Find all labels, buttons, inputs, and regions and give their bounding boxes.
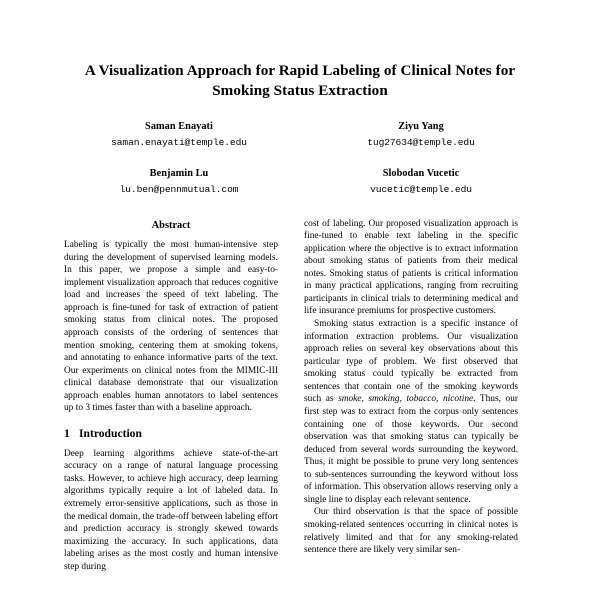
left-column: [64, 218, 278, 574]
observations-text-part-2: . Thus, our first step was to extract from the corpus only sentences containing one of those keywords. Our second observation was that smoking status can typically be deduced from several words surrounding the keyword. Thus, it might be possible to prune very long sentences to sub-sentences surrounding the keyword without loss of information. This observation allows reserving only a single line to display each relevant sentence.: [304, 394, 518, 505]
author-entry: [58, 167, 300, 197]
observations-text-part-1: Smoking status extraction is a specific instance of information extraction problems. Our visualization approach relies on several key observations about this particular type of problem. We first observed that smoking status could typically be extracted from sentences that contain one of the smoking keywords such as: [304, 319, 518, 405]
abstract-heading: Abstract: [151, 219, 191, 231]
author-name: Slobodan Vucetic: [382, 167, 460, 179]
introduction-paragraph: Deep learning algorithms achieve state-of-the-art accuracy on a range of natural language processing tasks. However, to achieve high accuracy, deep learning algorithms typically require a lot of labeled data. In extremely error-sensitive applications, such as those in the medical domain, the trade-off between labeling effort and prediction accuracy is strongly skewed towards maximizing the accuracy. In such applications, data labeling arises as the most costly and human intensive step during: [64, 448, 279, 572]
author-email[interactable]: saman.enayati@temple.edu: [111, 137, 247, 149]
author-entry: [58, 120, 300, 150]
abstract-section: [64, 220, 278, 415]
two-column-body: [0, 218, 600, 574]
right-column: [304, 218, 518, 557]
right-paragraph-third-observation: Our third observation is that the space of possible smoking-related sentences occurring in clinical notes is relatively limited and that for any smoking-related sentence there are likely very similar sen-: [304, 507, 518, 556]
page-title: [0, 0, 600, 102]
author-email[interactable]: lu.ben@pennmutual.com: [119, 184, 239, 196]
author-block: [0, 120, 600, 197]
right-paragraph-continued: cost of labeling. Our proposed visualization approach is fine-tuned to enable text labeling in the specific application where the objective is to extract information about smoking status of patients from their medical notes. Smoking status of patients is critical information in many practical applications, ranging from recruiting participants in clinical trials to determining medical and life insurance premiums for prospective customers.: [304, 218, 518, 317]
smoking-keywords: smoke, smoking, tobacco, nicotine: [338, 394, 474, 405]
title-line-2: Smoking Status Extraction: [212, 82, 388, 99]
right-paragraph-observations: [304, 318, 518, 506]
introduction-heading: [64, 427, 278, 441]
section-number: 1: [64, 426, 70, 440]
author-name: Ziyu Yang: [398, 120, 444, 132]
author-entry: [300, 120, 542, 150]
title-line-1: A Visualization Approach for Rapid Labeling of Clinical Notes for: [84, 63, 516, 79]
introduction-section: [64, 427, 278, 574]
author-entry: [300, 167, 542, 197]
author-email[interactable]: vucetic@temple.edu: [370, 184, 472, 196]
author-name: Benjamin Lu: [149, 167, 209, 179]
author-email[interactable]: tug27634@temple.edu: [367, 137, 475, 149]
section-title: Introduction: [79, 426, 142, 440]
author-name: Saman Enayati: [145, 120, 213, 132]
abstract-text: Labeling is typically the most human-intensive step during the development of supervised learning models. In this paper, we propose a simple and easy-to-implement visualization approach that reduces cognitive load and increases the speed of text labeling. The approach is fine-tuned for task of extraction of patient smoking status from clinical notes. The proposed approach consists of the ordering of sentences that mention smoking, centering them at smoking tokens, and annotating to enhance informative parts of the text. Our experiments on clinical notes from the MIMIC-III clinical database demonstrate that our visualization approach enables human annotators to label sentences up to 3 times faster than with a baseline approach.: [64, 240, 278, 414]
